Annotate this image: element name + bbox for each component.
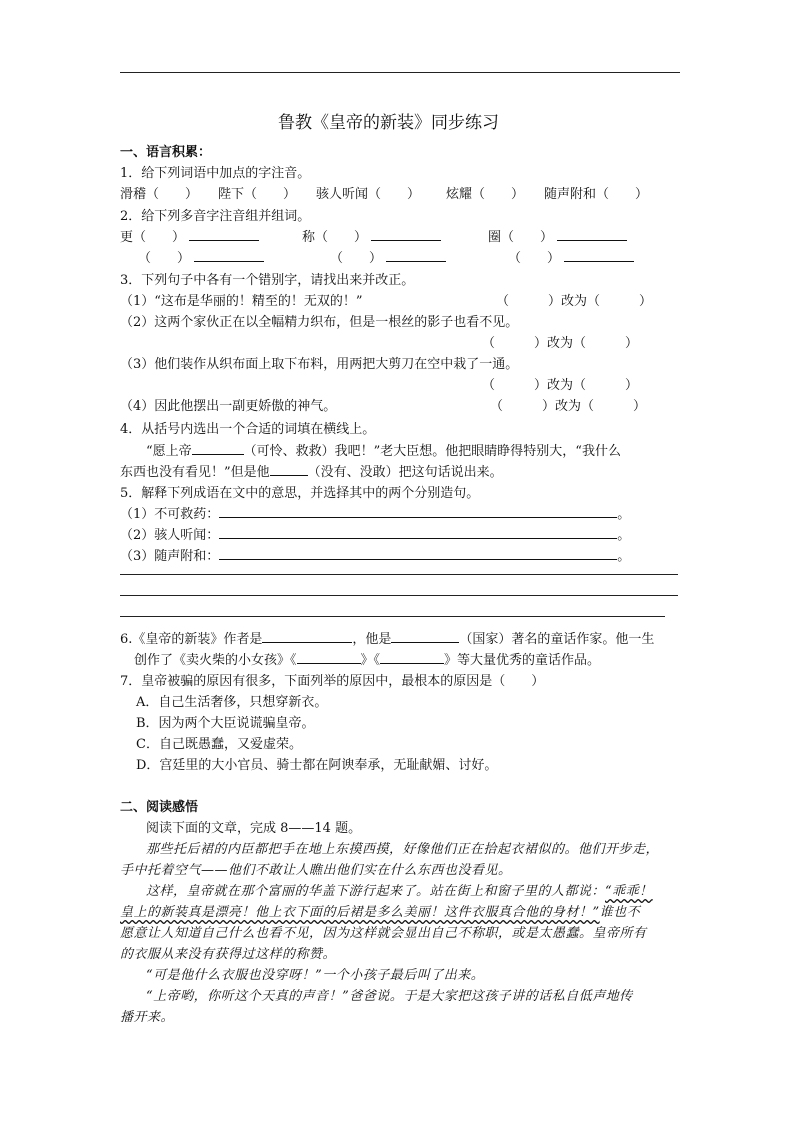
passage-line: 愿意让人知道自己什么也看不见，因为这样就会显出自己不称职，或是太愚蠢。皇帝所有 (120, 926, 647, 941)
q7-option[interactable]: B．因为两个大臣说谎骗皇帝。 (136, 716, 315, 731)
passage-line: “上帝哟，你听这个天真的声音！”爸爸说。于是大家把这孩子讲的话私自低声地传 (146, 989, 633, 1004)
q5-end: 。 (617, 549, 631, 564)
top-rule (120, 72, 680, 73)
answer-blank[interactable] (219, 547, 617, 560)
q2-char: 更（ ） (120, 230, 186, 245)
answer-blank[interactable] (219, 505, 617, 518)
answer-blank[interactable] (380, 651, 444, 664)
underlined-quote: 皇上的新装真是漂亮！他上衣下面的后裙是多么美丽！这件衣服真合他的身材！” (120, 905, 600, 920)
q4-text: （没有、没敢）把这句话说出来。 (307, 465, 503, 480)
q2-char: （ ） (508, 251, 561, 266)
q4-line-1 (146, 440, 621, 459)
q4-line-2 (120, 461, 503, 480)
answer-blank[interactable] (557, 228, 627, 241)
q2-item (508, 247, 634, 266)
q2-char: 圈（ ） (488, 230, 554, 245)
answer-blank[interactable] (270, 463, 308, 476)
q5-item (120, 524, 630, 543)
q6-text: 6.《皇帝的新装》作者是 (120, 632, 263, 647)
q6-text: 》等大量优秀的童话作品。 (444, 653, 601, 668)
q2-char: （ ） (330, 251, 383, 266)
q4-prompt: 4．从括号内选出一个合适的词填在横线上。 (120, 422, 376, 437)
q2-item (302, 226, 441, 245)
q3-sentence-1: （1）“这布是华丽的！精至的！无双的！” (120, 294, 363, 309)
passage-line: 播开来。 (120, 1010, 175, 1025)
q3-fix-1[interactable]: （ ）改为（ ） (496, 294, 653, 309)
q2-item (120, 226, 259, 245)
answer-blank[interactable] (386, 249, 446, 262)
answer-blank[interactable] (219, 526, 617, 539)
q5-prompt: 5．解释下列成语在文中的意思，并选择其中的两个分别造句。 (120, 486, 480, 501)
q6-line-2 (134, 649, 600, 668)
sentence-line[interactable] (120, 616, 665, 617)
q1-item: 炫耀（ ） (446, 187, 525, 202)
q5-label: （1）不可救药： (120, 507, 220, 522)
passage-line: 手中托着空气——他们不敢让人瞧出他们实在什么东西也没看见。 (120, 863, 512, 878)
answer-blank[interactable] (297, 651, 361, 664)
q6-text: 》《 (360, 653, 381, 668)
passage-line (146, 880, 653, 899)
q3-sentence-4: （4）因此他摆出一副更娇傲的神气。 (120, 399, 337, 414)
q1-prompt: 1．给下列词语中加点的字注音。 (120, 166, 311, 181)
q1-item: 骇人听闻（ ） (316, 187, 421, 202)
answer-blank[interactable] (371, 228, 441, 241)
section2-heading: 二、阅读感悟 (120, 800, 199, 815)
q6-text: （国家）著名的童话作家。他一生 (459, 632, 655, 647)
reading-intro: 阅读下面的文章，完成 8——14 题。 (146, 821, 362, 836)
q7-prompt: 7．皇帝被骗的原因有很多，下面列举的原因中，最根本的原因是（ ） (120, 674, 545, 689)
answer-blank[interactable] (192, 442, 244, 455)
page-title: 鲁教《皇帝的新装》同步练习 (278, 113, 499, 133)
q2-item (488, 226, 627, 245)
q4-text: （可怜、救救）我吧！”老大臣想。他把眼睛睁得特别大，“我什么 (243, 444, 621, 459)
passage-line: 的衣服从来没有获得过这样的称赞。 (120, 947, 337, 962)
passage-line (120, 901, 640, 920)
q5-item (120, 503, 630, 522)
q7-option[interactable]: C．自己既愚蠢，又爱虚荣。 (136, 737, 302, 752)
q3-fix-3[interactable]: （ ）改为（ ） (482, 378, 639, 393)
q2-item (138, 247, 264, 266)
q2-item (330, 247, 446, 266)
q2-char: 称（ ） (302, 230, 368, 245)
passage-text: 谁也不 (599, 905, 641, 920)
answer-blank[interactable] (194, 249, 264, 262)
answer-blank[interactable] (564, 249, 634, 262)
q6-text: 创作了《卖火柴的小女孩》《 (134, 653, 297, 668)
answer-blank[interactable] (189, 228, 259, 241)
q5-end: 。 (617, 528, 631, 543)
passage-text: 这样，皇帝就在那个富丽的华盖下游行起来了。站在街上和窗子里的人都说： (146, 884, 606, 899)
q3-prompt: 3．下列句子中各有一个错别字，请找出来并改正。 (120, 273, 415, 288)
q2-char: （ ） (138, 251, 191, 266)
q3-fix-4[interactable]: （ ）改为（ ） (490, 399, 647, 414)
q5-label: （3）随声附和： (120, 549, 220, 564)
section1-heading: 一、语言积累： (120, 145, 212, 160)
q4-text: 东西也没有看见！”但是他 (120, 465, 270, 480)
q7-option[interactable]: D．宫廷里的大小官员、骑士都在阿谀奉承，无耻献媚、讨好。 (136, 758, 498, 773)
underlined-quote: “乖乖！ (605, 884, 653, 899)
answer-blank[interactable] (391, 630, 459, 643)
q3-sentence-2: （2）这两个家伙正在以全幅精力织布，但是一根丝的影子也看不见。 (120, 315, 519, 330)
q3-sentence-3: （3）他们装作从织布面上取下布料，用两把大剪刀在空中栽了一通。 (120, 357, 519, 372)
q1-item: 陛下（ ） (218, 187, 297, 202)
q5-item (120, 545, 630, 564)
q5-end: 。 (617, 507, 631, 522)
q3-fix-2[interactable]: （ ）改为（ ） (482, 336, 639, 351)
q4-text: “愿上帝 (146, 444, 192, 459)
q1-item: 滑稽（ ） (120, 187, 199, 202)
q1-item: 随声附和（ ） (544, 187, 649, 202)
q2-prompt: 2．给下列多音字注音组并组词。 (120, 209, 311, 224)
passage-line: 那些托后裙的内臣都把手在地上东摸西摸，好像他们正在拾起衣裙似的。他们开步走， (146, 842, 660, 857)
passage-line: “可是他什么衣服也没穿呀！”一个小孩子最后叫了出来。 (146, 968, 485, 983)
answer-blank[interactable] (262, 630, 352, 643)
sentence-line[interactable] (120, 595, 678, 596)
q6-line-1 (120, 628, 654, 647)
q5-label: （2）骇人听闻： (120, 528, 220, 543)
q6-text: ，他是 (352, 632, 392, 647)
q7-option[interactable]: A．自己生活奢侈，只想穿新衣。 (136, 695, 328, 710)
sentence-line[interactable] (120, 574, 678, 575)
